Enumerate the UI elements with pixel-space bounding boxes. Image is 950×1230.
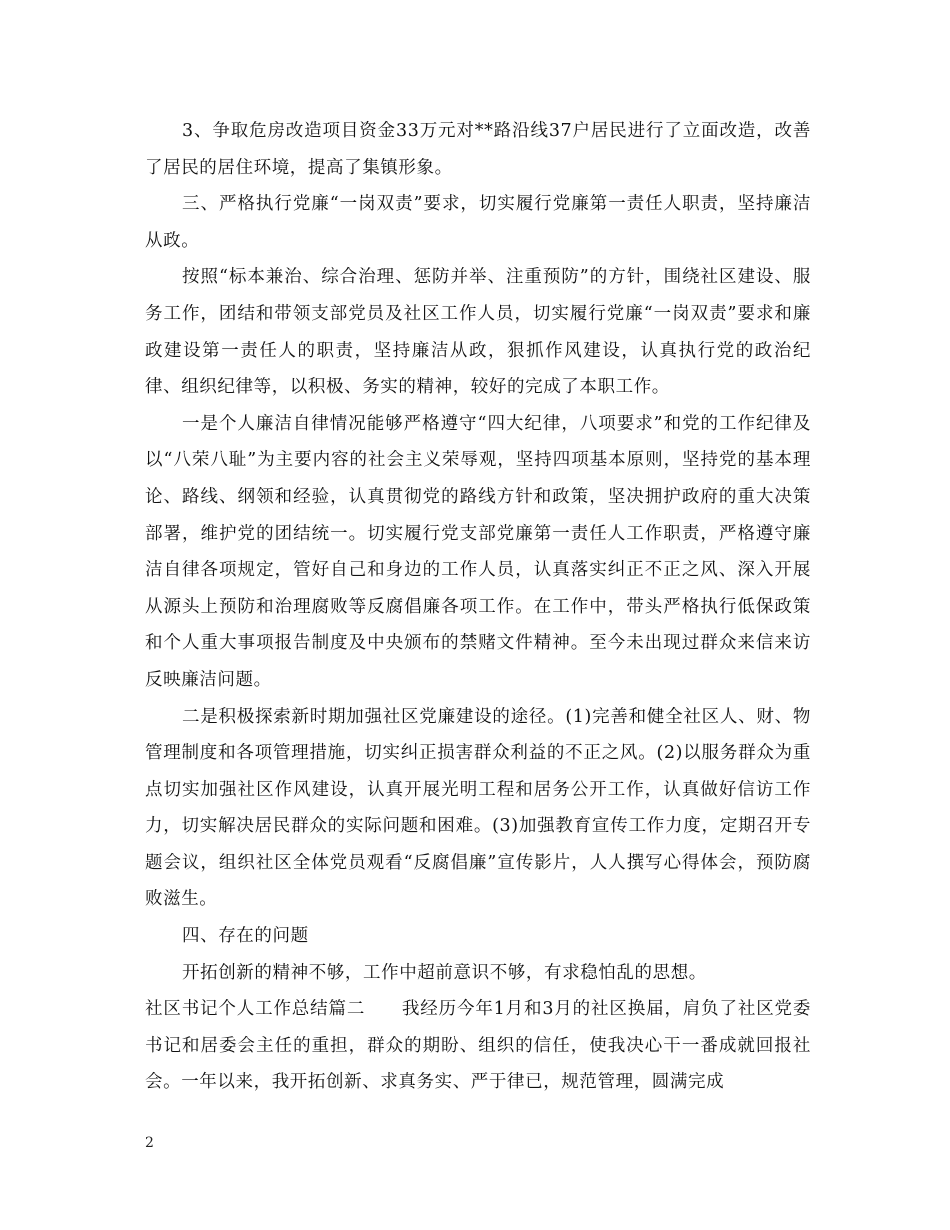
section-heading-3: 三、严格执行党廉“一岗双责”要求，切实履行党廉第一责任人职责，坚持廉洁从政。 bbox=[145, 194, 811, 251]
paragraph-guideline: 按照“标本兼治、综合治理、惩防并举、注重预防”的方针，围绕社区建设、服务工作，团结和带领支部党员及社区工作人员，切实履行党廉“一岗双责”要求和廉政建设第一责任人的职责，坚持廉洁从政，狠抓作风建设，认真执行党的政治纪律、组织纪律等，以积极、务实的精神，较好的完成了本职工作。 bbox=[145, 267, 811, 398]
paragraph-problems: 开拓创新的精神不够，工作中超前意识不够，有求稳怕乱的思想。 bbox=[182, 962, 707, 983]
page-number: 2 bbox=[145, 1135, 154, 1151]
paragraph-self-discipline: 一是个人廉洁自律情况能够严格遵守“四大纪律，八项要求”和党的工作纪律及以“八荣八耻”为主要内容的社会主义荣辱观，坚持四项基本原则，坚持党的基本理论、路线、纲领和经验，认真贯彻党的路线方针和政策，坚决拥护政府的重大决策部署，维护党的团结统一。切实履行党支部党廉第一责任人工作职责，严格遵守廉洁自律各项规定，管好自己和身边的工作人员，认真落实纠正不正之风、深入开展从源头上预防和治理腐败等反腐倡廉各项工作。在工作中，带头严格执行低保政策和个人重大事项报告制度及中央颁布的禁赌文件精神。至今未出现过群众来信来访反映廉洁问题。 bbox=[145, 413, 811, 690]
paragraph-item-3: 3、争取危房改造项目资金33万元对**路沿线37户居民进行了立面改造，改善了居民的居住环境，提高了集镇形象。 bbox=[145, 121, 811, 178]
paragraph-exploration: 二是积极探索新时期加强社区党廉建设的途径。(1)完善和健全社区人、财、物管理制度和各项管理措施，切实纠正损害群众利益的不正之风。(2)以服务群众为重点切实加强社区作风建设，认真开展光明工程和居务公开工作，认真做好信访工作力，切实解决居民群众的实际问题和困难。(3)加强教育宣传工作力度，定期召开专题会议，组织社区全体党员观看“反腐倡廉”宣传影片，人人撰写心得体会，预防腐败滋生。 bbox=[145, 706, 811, 910]
section-heading-4: 四、存在的问题 bbox=[182, 926, 309, 947]
document-body bbox=[145, 113, 811, 1101]
paragraph-part-two: 社区书记个人工作总结篇二 我经历今年1月和3月的社区换届，肩负了社区党委书记和居委会主任的重担，群众的期盼、组织的信任，使我决心干一番成就回报社会。一年以来，我开拓创新、求真务实、严于律已，规范管理，圆满完成 bbox=[145, 999, 811, 1093]
